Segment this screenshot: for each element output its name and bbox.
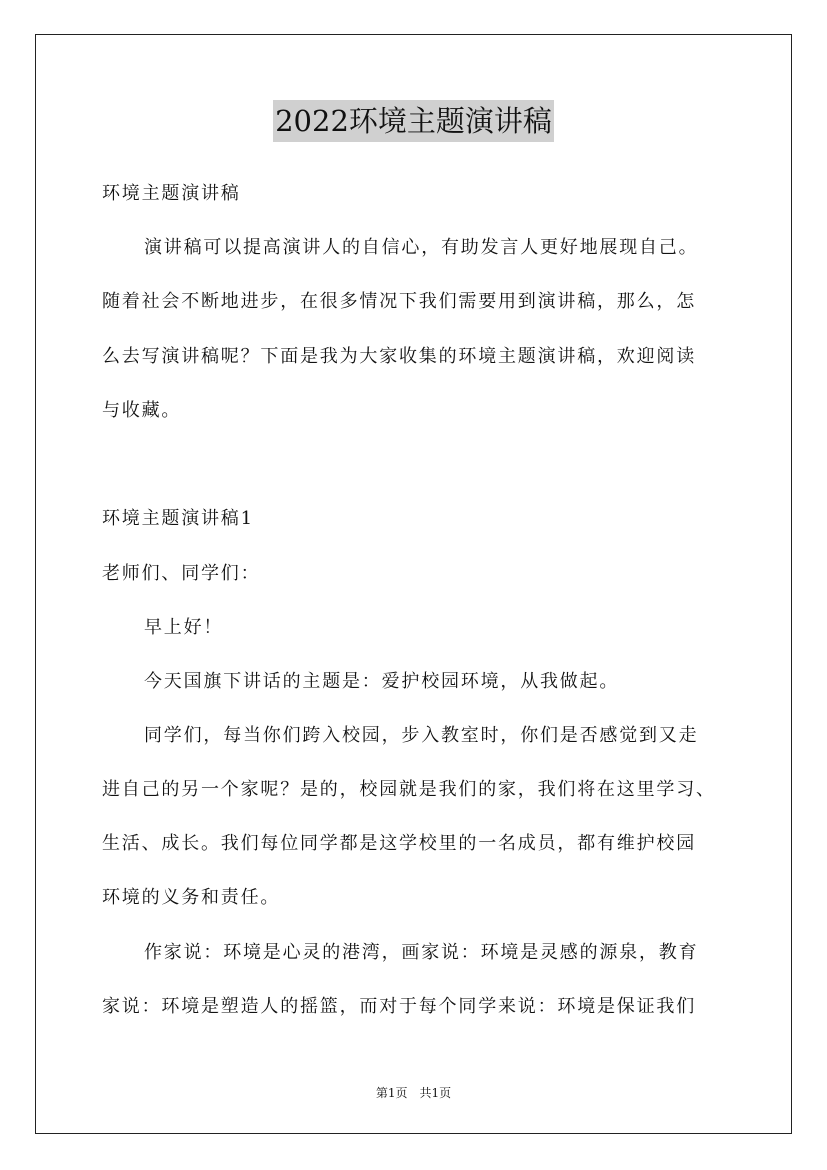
paragraph-line: 与收藏。 bbox=[102, 400, 182, 421]
paragraph-line: 今天国旗下讲话的主题是：爱护校园环境，从我做起。 bbox=[144, 671, 620, 692]
subtitle-line: 环境主题演讲稿 bbox=[102, 183, 241, 204]
paragraph-line: 环境的义务和责任。 bbox=[102, 887, 281, 908]
paragraph-line: 家说：环境是塑造人的摇篮，而对于每个同学来说：环境是保证我们 bbox=[102, 996, 696, 1017]
section-heading: 环境主题演讲稿1 bbox=[102, 508, 254, 529]
paragraph-line: 同学们，每当你们跨入校园，步入教室时，你们是否感觉到又走 bbox=[144, 725, 699, 746]
page-footer bbox=[0, 1085, 827, 1101]
paragraph-line: 随着社会不断地进步，在很多情况下我们需要用到演讲稿，那么，怎 bbox=[102, 291, 696, 312]
paragraph-line: 演讲稿可以提高演讲人的自信心，有助发言人更好地展现自己。 bbox=[144, 237, 699, 258]
title-container bbox=[0, 100, 827, 142]
paragraph-line: 生活、成长。我们每位同学都是这学校里的一名成员，都有维护校园 bbox=[102, 833, 696, 854]
paragraph-line: 么去写演讲稿呢？下面是我为大家收集的环境主题演讲稿，欢迎阅读 bbox=[102, 346, 696, 367]
document-title: 2022环境主题演讲稿 bbox=[273, 100, 554, 142]
salutation-line: 老师们、同学们： bbox=[102, 563, 261, 584]
greeting-line: 早上好！ bbox=[144, 617, 224, 638]
paragraph-line: 作家说：环境是心灵的港湾，画家说：环境是灵感的源泉，教育 bbox=[144, 942, 699, 963]
page-number-label: 第1页 共1页 bbox=[375, 1086, 452, 1100]
paragraph-line: 进自己的另一个家呢？是的，校园就是我们的家，我们将在这里学习、 bbox=[102, 779, 716, 800]
